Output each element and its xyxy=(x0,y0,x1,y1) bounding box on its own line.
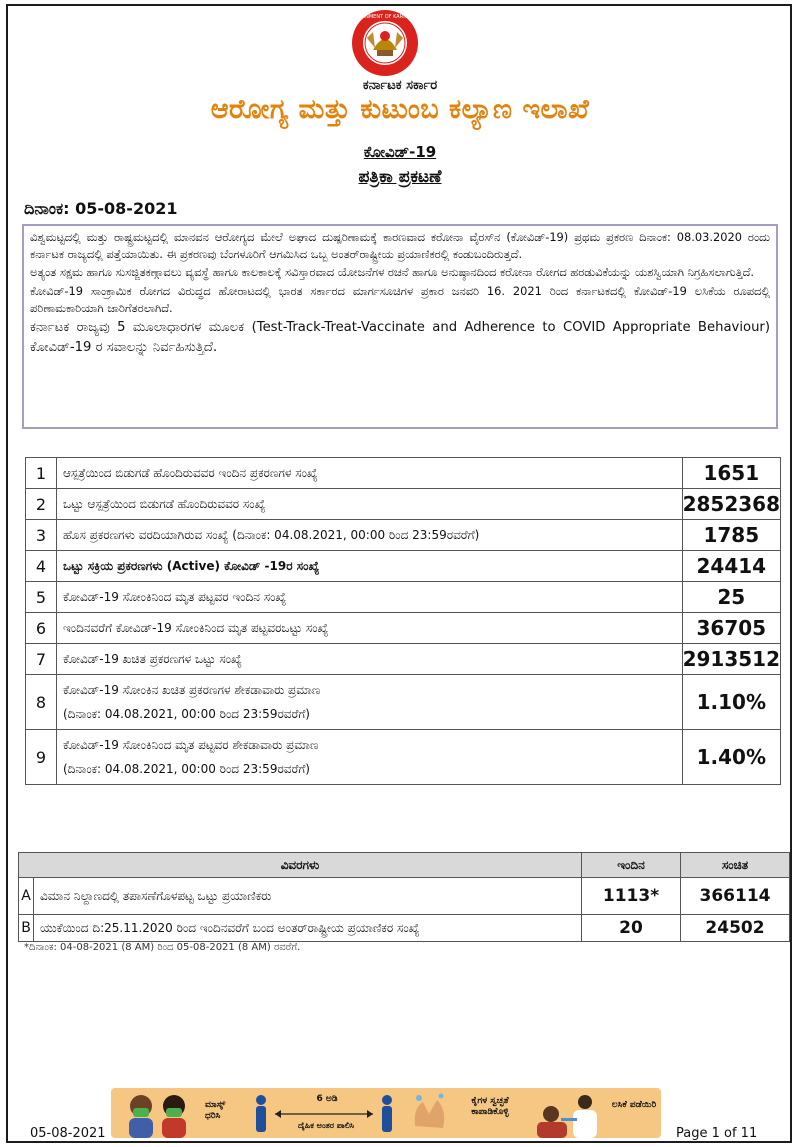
row-today-value: 20 xyxy=(582,915,681,942)
intro-paragraph: ಕರ್ನಾಟಕ ರಾಜ್ಯವು 5 ಮೂಲಾಧಾರಗಳ ಮೂಲಕ (Test-Track-Treat-Vaccinate and Adherence to COVID Appropriate Behaviour) ಕೋವಿಡ್-19 ರ ಸವಾಲನ್ನು ನಿರ್ವಹಿಸುತ್ತಿದೆ. xyxy=(30,320,770,356)
row-description: ಕೋವಿಡ್-19 ಖಚಿತ ಪ್ರಕರಣಗಳ ಒಟ್ಟು ಸಂಖ್ಯೆ xyxy=(57,644,683,675)
row-value: 1785 xyxy=(682,520,780,551)
travellers-table xyxy=(18,852,790,942)
table-row xyxy=(26,551,781,582)
vaccination-icon xyxy=(531,1088,605,1138)
vaccine-text: ಲಸಿಕೆ ಪಡೆಯಿರಿ xyxy=(611,1100,657,1110)
row-description: ಒಟ್ಟು ಸಕ್ರಿಯ ಪ್ರಕರಣಗಳು (Active) ಕೋವಿಡ್ -19ರ ಸಂಖ್ಯೆ xyxy=(57,551,683,582)
release-date: ದಿನಾಂಕ: 05-08-2021 xyxy=(24,199,178,218)
government-name: ಕರ್ನಾಟಕ ಸರ್ಕಾರ xyxy=(362,78,438,93)
table-row xyxy=(26,613,781,644)
covid-appropriate-behaviour-banner xyxy=(111,1088,661,1138)
column-header-today: ಇಂದಿನ xyxy=(582,853,681,878)
table-row xyxy=(26,458,781,489)
emblem-ring-text: GOVERNMENT OF KARNATAKA xyxy=(347,14,423,20)
row-value: 2913512 xyxy=(682,644,780,675)
distance-text-bottom: ದೈಹಿಕ ಅಂತರ ಪಾಲಿಸಿ xyxy=(297,1121,355,1130)
row-description: ಕೋವಿಡ್-19 ಸೋಂಕಿನಿಂದ ಮೃತ ಪಟ್ಟವರ ಇಂದಿನ ಸಂಖ್ಯೆ xyxy=(57,582,683,613)
row-number: 8 xyxy=(26,675,57,730)
row-number: 3 xyxy=(26,520,57,551)
row-value: 1.10% xyxy=(682,675,780,730)
department-title: ಆರೋಗ್ಯ ಮತ್ತು ಕುಟುಂಬ ಕಲ್ಯಾಣ ಇಲಾಖೆ xyxy=(210,94,590,125)
row-description-main: ಕೋವಿಡ್-19 ಸೋಂಕಿನಿಂದ ಮೃತ ಪಟ್ಟವರ ಶೇಕಡಾವಾರು ಪ್ರಮಾಣ xyxy=(63,738,319,752)
intro-paragraph: ಅತ್ಯಂತ ಸಕ್ಷಮ ಹಾಗೂ ಸುಸಜ್ಜಿತಕಣ್ಗಾವಲು ವ್ಯವಸ್ಥೆ ಹಾಗೂ ಕಾಲಕಾಲಕ್ಕೆ ಸವಿಸ್ತಾರವಾದ ಯೋಜನೆಗಳ ರಚನೆ ಹಾಗೂ ಅನುಷ್ಠಾನದಿಂದ ಕರೋನಾ ರೋಗದ ಹರಡುವಿಕೆಯನ್ನು ಯಶಸ್ವಿಯಾಗಿ ನಿಗ್ರಹಿಸಲಾಗುತ್ತಿದೆ. xyxy=(30,265,755,280)
row-description xyxy=(57,730,683,785)
statistics-table xyxy=(25,457,781,785)
intro-paragraph: ಕೋವಿಡ್-19 ಸಾಂಕ್ರಾಮಿಕ ರೋಗದ ವಿರುದ್ಧದ ಹೋರಾಟದಲ್ಲಿ ಭಾರತ ಸರ್ಕಾರದ ಮಾರ್ಗಸೂಚಿಗಳ ಪ್ರಕಾರ ಜನವರಿ 16. 2021 ರಿಂದ ಕರ್ನಾಟಕದಲ್ಲಿ ಕೋವಿಡ್-19 ಲಸಿಕೆಯ ರೂಪದಲ್ಲಿ ಪರಿಣಾಮಕಾರಿಯಾಗಿ ಜಾರಿಗೆತರಲಾಗಿದೆ. xyxy=(30,283,770,315)
row-number: 1 xyxy=(26,458,57,489)
column-header-details: ವಿವರಗಳು xyxy=(19,853,582,878)
row-value: 24414 xyxy=(682,551,780,582)
distance-text-top: 6 ಅಡಿ xyxy=(316,1094,338,1104)
row-value: 1.40% xyxy=(682,730,780,785)
row-description: ಇಂದಿನವರೆಗೆ ಕೋವಿಡ್-19 ಸೋಂಕಿನಿಂದ ಮೃತ ಪಟ್ಟವರಒಟ್ಟು ಸಂಖ್ಯೆ xyxy=(57,613,683,644)
footer-date: 05-08-2021 xyxy=(30,1126,106,1141)
footnote: *ದಿನಾಂಕ: 04-08-2021 (8 AM) ರಿಂದ 05-08-2021 (8 AM) ರವರೆಗೆ. xyxy=(24,942,301,953)
intro-paragraph: ವಿಶ್ವಮಟ್ಟದಲ್ಲಿ ಮತ್ತು ರಾಷ್ಟ್ರಮಟ್ಟದಲ್ಲಿ ಮಾನವನ ಆರೋಗ್ಯದ ಮೇಲೆ ಅಘಾದ ದುಷ್ಪರಿಣಾಮಕ್ಕೆ ಕಾರಣವಾದ ಕರೋನಾ ವೈರಸ್‌ನ (ಕೋವಿಡ್-19) ಪ್ರಥಮ ಪ್ರಕರಣ ದಿನಾಂಕ: 08.03.2020 ರಂದು ಕರ್ನಾಟಕ ರಾಜ್ಯದಲ್ಲಿ ಪತ್ತೆಯಾಯಿತು. ಈ ಪ್ರಕರಣವು ಬೆಂಗಳೂರಿಗೆ ಆಗಮಿಸಿದ ಒಬ್ಬ ಅಂತರ್‌ರಾಷ್ಟ್ರೀಯ ಪ್ರಯಾಣಿಕರಲ್ಲಿ ಕಂಡುಬಂದಿರುತ್ತದೆ. xyxy=(30,230,770,262)
row-number: 9 xyxy=(26,730,57,785)
hand-hygiene-text: ಕೈಗಳ ಸ್ವಚ್ಛತೆ ಕಾಪಾಡಿಕೊಳ್ಳಿ xyxy=(471,1096,509,1117)
row-cumulative-value: 24502 xyxy=(681,915,790,942)
row-cumulative-value: 366114 xyxy=(681,878,790,915)
table-row xyxy=(19,878,790,915)
table-row xyxy=(26,582,781,613)
row-today-value: 1113* xyxy=(582,878,681,915)
topic-heading: ಕೋವಿಡ್-19 xyxy=(363,143,437,161)
row-value: 36705 xyxy=(682,613,780,644)
row-number: 4 xyxy=(26,551,57,582)
row-description: ಯುಕೆಯಿಂದ ದಿ:25.11.2020 ರಿಂದ ಇಂದಿನವರೆಗೆ ಬಂದ ಅಂತರ್‌ರಾಷ್ಟ್ರೀಯ ಪ್ರಯಾಣಿಕರ ಸಂಖ್ಯೆ xyxy=(34,915,582,942)
row-description-sub: (ದಿನಾಂಕ: 04.08.2021, 00:00 ರಿಂದ 23:59ರವರೆಗೆ) xyxy=(63,707,310,721)
row-value: 1651 xyxy=(682,458,780,489)
press-release-heading: ಪತ್ರಿಕಾ ಪ್ರಕಟಣೆ xyxy=(358,167,442,187)
row-number: 2 xyxy=(26,489,57,520)
row-description xyxy=(57,675,683,730)
mask-people-icon xyxy=(119,1088,199,1138)
table-row xyxy=(26,520,781,551)
row-number: 5 xyxy=(26,582,57,613)
row-letter: B xyxy=(19,915,34,942)
column-header-cumulative: ಸಂಚಿತ xyxy=(681,853,790,878)
table-row xyxy=(26,675,781,730)
table-header-row xyxy=(19,853,790,878)
karnataka-emblem-icon xyxy=(343,8,427,78)
mask-text: ಮಾಸ್ಕ್ ಧರಿಸಿ xyxy=(205,1100,226,1121)
intro-box xyxy=(22,224,778,429)
row-description: ಹೊಸ ಪ್ರಕರಣಗಳು ವರದಿಯಾಗಿರುವ ಸಂಖ್ಯೆ (ದಿನಾಂಕ: 04.08.2021, 00:00 ರಿಂದ 23:59ರವರೆಗೆ) xyxy=(57,520,683,551)
row-description: ಆಸ್ಪತ್ರೆಯಿಂದ ಬಿಡುಗಡೆ ಹೊಂದಿರುವವರ ಇಂದಿನ ಪ್ರಕರಣಗಳ ಸಂಖ್ಯೆ xyxy=(57,458,683,489)
row-number: 6 xyxy=(26,613,57,644)
row-value: 25 xyxy=(682,582,780,613)
table-row xyxy=(26,489,781,520)
table-row xyxy=(26,730,781,785)
page-number: Page 1 of 11 xyxy=(676,1126,758,1141)
row-description: ವಿಮಾನ ನಿಲ್ದಾಣದಲ್ಲಿ ತಪಾಸಣೆಗೊಳಪಟ್ಟ ಒಟ್ಟು ಪ್ರಯಾಣಿಕರು xyxy=(34,878,582,915)
table-row xyxy=(19,915,790,942)
row-letter: A xyxy=(19,878,34,915)
row-description-sub: (ದಿನಾಂಕ: 04.08.2021, 00:00 ರಿಂದ 23:59ರವರೆಗೆ) xyxy=(63,762,310,776)
hand-wash-icon xyxy=(407,1088,451,1138)
row-description: ಒಟ್ಟು ಆಸ್ಪತ್ರೆಯಿಂದ ಬಿಡುಗಡೆ ಹೊಂದಿರುವವರ ಸಂಖ್ಯೆ xyxy=(57,489,683,520)
row-number: 7 xyxy=(26,644,57,675)
row-description-main: ಕೋವಿಡ್-19 ಸೋಂಕಿನ ಖಚಿತ ಪ್ರಕರಣಗಳ ಶೇಕಡಾವಾರು ಪ್ರಮಾಣ xyxy=(63,683,321,697)
row-value: 2852368 xyxy=(682,489,780,520)
table-row xyxy=(26,644,781,675)
